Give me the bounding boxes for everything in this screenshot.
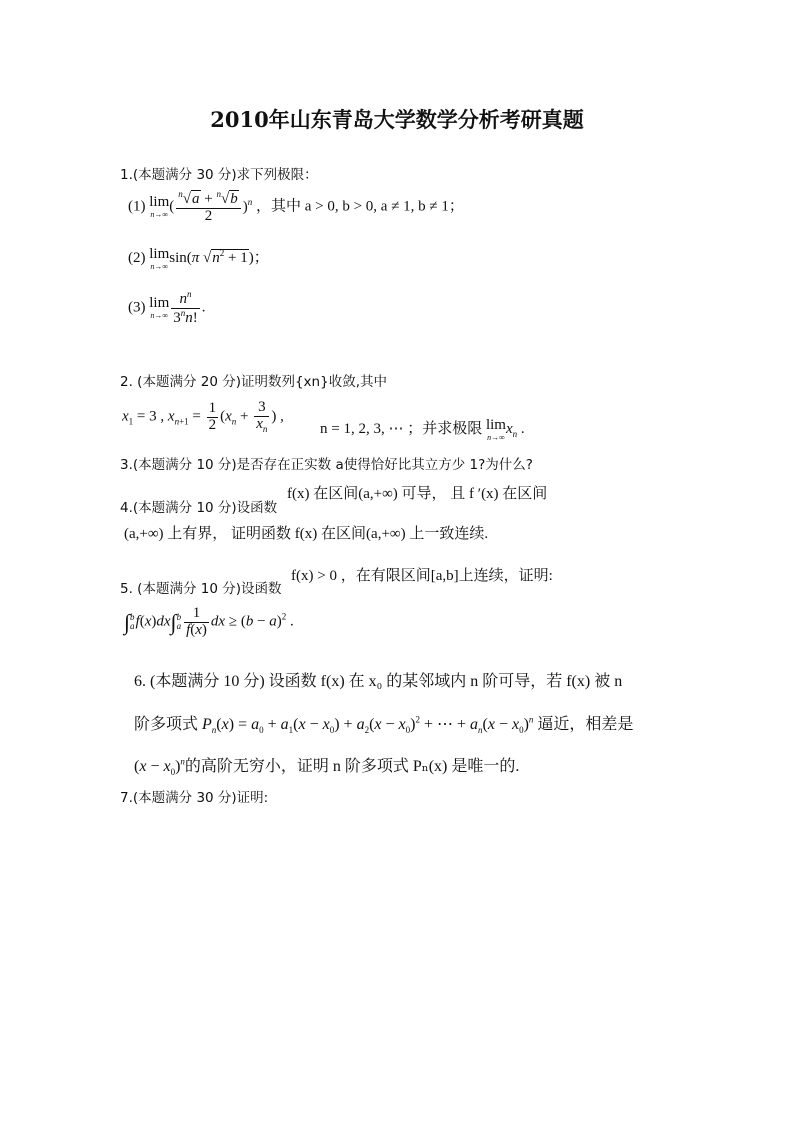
q1-header: 1.(本题满分 30 分)求下列极限：: [120, 167, 318, 183]
q6-line2-suffix: 逼近，相差是: [537, 716, 634, 733]
lim-symbol: lim n→∞: [485, 416, 506, 442]
q3-text: 3.(本题满分 10 分)是否存在正实数 a使得恰好比其立方少 1?为什么?: [120, 457, 533, 473]
q2-formula: $x_1 = 3$ , $x_{n+1}$ = $\frac{1}{2}$ ($x_n$ + $\frac{3}{x_n}$ ) ,: [122, 399, 284, 434]
q1-item3: (3) lim n→∞ $\frac{n^n}{3^nn!}$ .: [128, 289, 206, 326]
q1-item1-label: (1): [128, 198, 146, 215]
q4-header: 4.(本题满分 10 分)设函数: [120, 500, 278, 516]
q2-header: 2. (本题满分 20 分)证明数列{xn}收敛,其中: [120, 374, 387, 390]
q2-range: n = 1, 2, 3, ⋯ ；并求极限 lim n→∞ $x_n$ .: [320, 416, 525, 442]
q1-item3-label: (3): [128, 299, 146, 316]
q5-condition: f(x) > 0 ，在有限区间[a,b]上连续，证明:: [291, 568, 553, 584]
lim-symbol: lim n→∞: [149, 245, 170, 271]
q7-text: 7.(本题满分 30 分)证明:: [120, 790, 269, 806]
q6-line3: [134, 753, 519, 777]
q1-item1: (1) lim n→∞ ( $\frac{^n√a + ^n√b}{2}$ )$^n$ ，其中 a > 0, b > 0, a ≠ 1, b ≠ 1；: [128, 189, 464, 224]
q6-line2-prefix: 阶多项式: [134, 716, 199, 733]
q1-item3-fraction: $\frac{n^n}{3^nn!}$: [173, 289, 198, 326]
lim-symbol: lim n→∞: [149, 295, 170, 321]
q5-header: 5. (本题满分 10 分)设函数: [120, 581, 282, 597]
q4-line2: (a,+∞) 上有界， 证明函数 f(x) 在区间(a,+∞) 上一致连续.: [124, 526, 489, 542]
page-title: 2010年山东青岛大学数学分析考研真题: [210, 107, 584, 132]
q5-inequality: ∫ b a f(x)dx∫ b a $\frac{1}{f(x)}$ dx ≥ $(b - a)^2$ .: [124, 605, 294, 638]
q6-line1: 6. (本题满分 10 分) 设函数 f(x) 在 x₀ 的某邻域内 n 阶可导，若 f(x) 被 n: [134, 673, 623, 690]
q1-item2: (2) lim n→∞ sin(π $√n^2 + 1$)；: [128, 245, 269, 271]
q6-line3-text: 的高阶无穷小，证明 n 阶多项式 Pₙ(x) 是唯一的.: [184, 758, 520, 775]
q1-item1-fraction: $\frac{^n√a + ^n√b}{2}$: [176, 190, 240, 225]
q6-difference: $(x - x_0)^n$: [134, 756, 185, 778]
q4-line1: f(x) 在区间(a,+∞) 可导， 且 f ′(x) 在区间: [287, 486, 548, 502]
lim-symbol: lim n→∞: [149, 194, 170, 220]
q6-line2: [134, 711, 633, 735]
q6-polynomial: $P_n(x) = a_0 + a_1(x - x_0) + a_2(x - x_0)^2$ + ⋯ + $a_n(x - x_0)^n$: [202, 714, 534, 736]
q1-item1-condition: ，其中 a > 0, b > 0, a ≠ 1, b ≠ 1；: [255, 198, 464, 215]
q1-item2-label: (2): [128, 250, 146, 266]
q2-range-text: n = 1, 2, 3, ⋯ ；并求极限: [320, 421, 483, 437]
